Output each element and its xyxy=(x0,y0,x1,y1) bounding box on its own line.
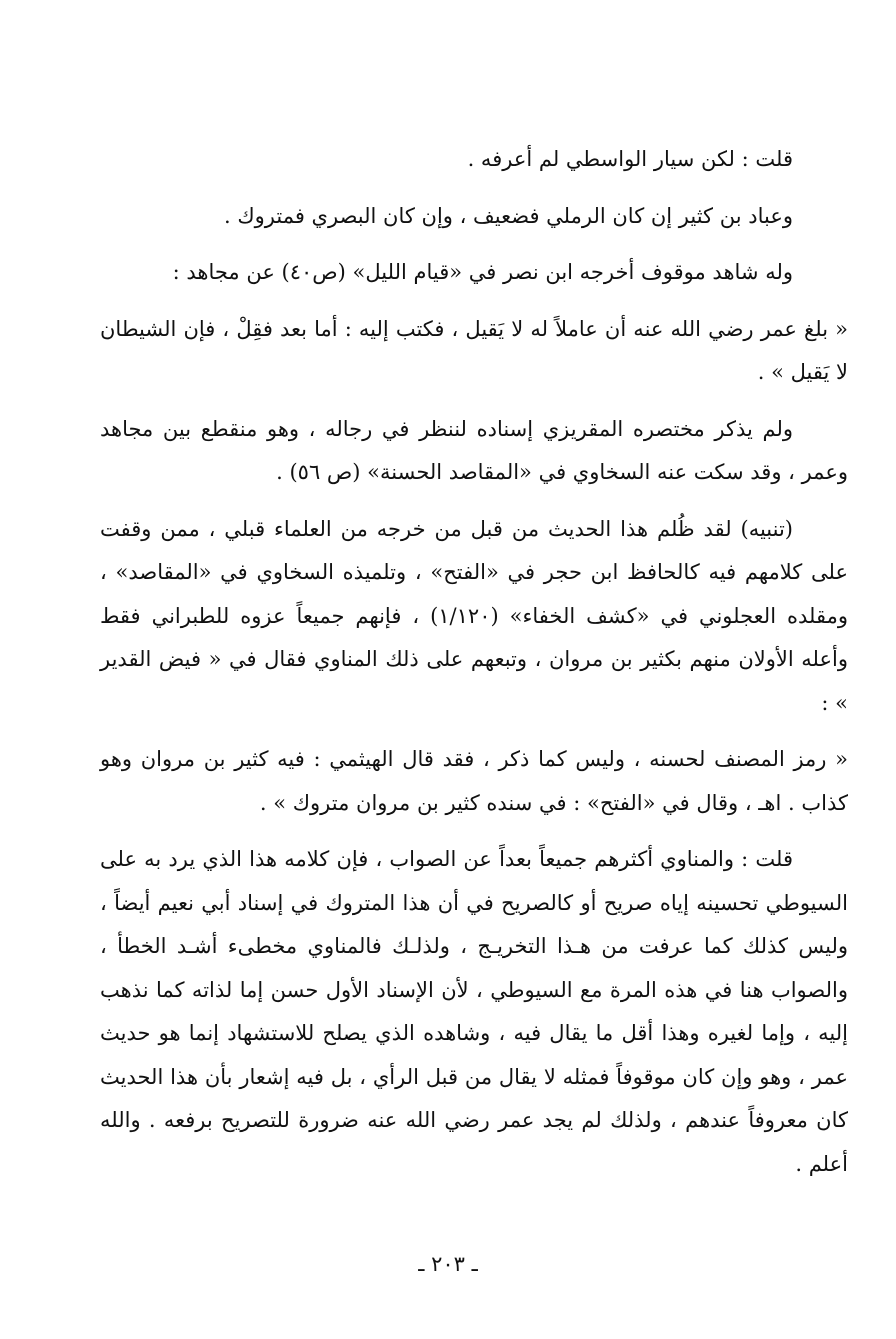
page-body xyxy=(100,138,848,1199)
paragraph-1: قلت : لكن سيار الواسطي لم أعرفه . xyxy=(467,147,793,171)
page-number: ـ ٢٠٣ ـ xyxy=(418,1252,478,1276)
paragraph-3: وله شاهد موقوف أخرجه ابن نصر في «قيام الليل» (ص٤٠) عن مجاهد : xyxy=(172,260,793,284)
quote-paragraph-2: « رمز المصنف لحسنه ، وليس كما ذكر ، فقد قال الهيثمي : فيه كثير بن مروان وهو كذاب . اهـ ، وقال في «الفتح» : في سنده كثير بن مروان متروك » . xyxy=(100,747,848,815)
note-paragraph: (تنبيه) لقد ظُلم هذا الحديث من قبل من خرجه من العلماء قبلي ، ممن وقفت على كلامهم فيه كالحافظ ابن حجر في «الفتح» ، وتلميذه السخاوي في «المقاصد» ، ومقلده العجلوني في «كشف الخفاء» (١/١٢٠) ، فإنهم جميعاً عزوه للطبراني فقط وأعله الأولان منهم بكثير بن مروان ، وتبعهم على ذلك المناوي فقال في « فيض القدير » : xyxy=(100,516,848,715)
quote-paragraph-1: « بلغ عمر رضي الله عنه أن عاملاً له لا يَقيل ، فكتب إليه : أما بعد فقِلْ ، فإن الشيطان لا يَقيل » . xyxy=(100,316,848,384)
paragraph-5: ولم يذكر مختصره المقريزي إسناده لننظر في رجاله ، وهو منقطع بين مجاهد وعمر ، وقد سكت عنه السخاوي في «المقاصد الحسنة» (ص ٥٦) . xyxy=(100,416,848,484)
paragraph-8: قلت : والمناوي أكثرهم جميعاً بعداً عن الصواب ، فإن كلامه هذا الذي يرد به على السيوطي تحسينه إياه صريح أو كالصريح في أن هذا المتروك في إسناد أبي نعيم أيضاً ، وليس كذلك كما عرفت من هـذا التخريـج ، ولذلـك فالمناوي مخطىء أشـد الخطأ ، والصواب هنا في هذه المرة مع السيوطي ، لأن الإسناد الأول حسن إما لذاته كما نذهب إليه ، وإما لغيره وهذا أقل ما يقال فيه ، وشاهده الذي يصلح للاستشهاد إنما هو حديث عمر ، وهو وإن كان موقوفاً فمثله لا يقال من قبل الرأي ، بل فيه إشعار بأن هذا الحديث كان معروفاً عندهم ، ولذلك لم يجد عمر رضي الله عنه ضرورة للتصريح برفعه . والله أعلم . xyxy=(100,847,848,1176)
paragraph-2: وعباد بن كثير إن كان الرملي فضعيف ، وإن كان البصري فمتروك . xyxy=(223,203,793,228)
